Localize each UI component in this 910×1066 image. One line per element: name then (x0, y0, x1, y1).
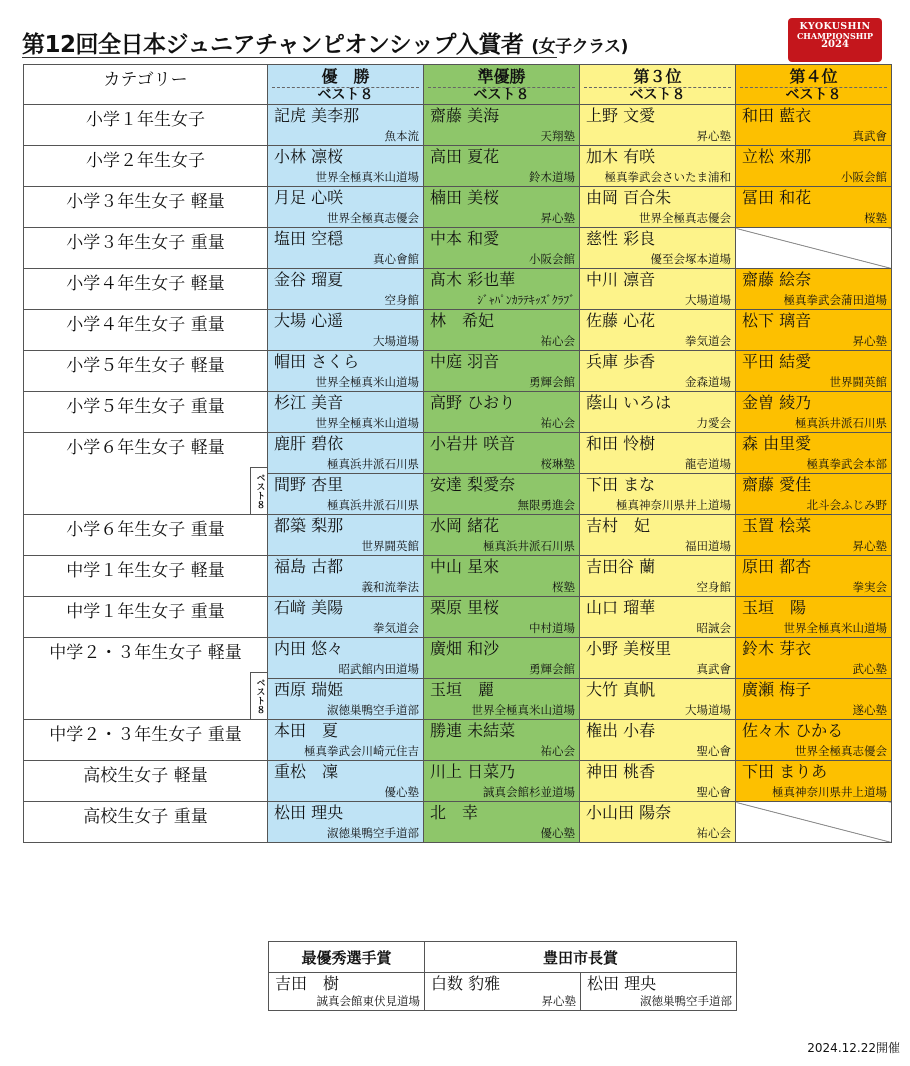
result-cell-fourth (736, 310, 892, 351)
result-cell-fourth (736, 351, 892, 392)
dojo-name: 淑徳巣鴨空手道部 (640, 994, 733, 1008)
dojo-name: 祐心会 (696, 826, 731, 840)
header-fourth-label: 第４位 (789, 67, 838, 86)
best8-cell-runner-up (424, 679, 580, 720)
dojo-name: 真心會館 (373, 252, 419, 266)
result-cell-runner-up (424, 515, 580, 556)
category-label: 中学２・３年生女子 軽量 (49, 643, 242, 663)
athlete-name: 塩田 空穏 (274, 229, 344, 248)
athlete-name: 下田 まりあ (742, 762, 828, 781)
championship-logo (788, 18, 882, 62)
result-cell-winner (268, 802, 424, 843)
athlete-name: 佐藤 心花 (586, 311, 656, 330)
logo-line-2: CHAMPIONSHIP (796, 30, 874, 41)
athlete-name: 平田 結愛 (742, 352, 812, 371)
athlete-name: 林 希妃 (430, 311, 495, 330)
table-row (24, 597, 892, 638)
category-cell (24, 105, 268, 146)
dojo-name: 小阪会館 (529, 252, 575, 266)
result-cell-third (580, 433, 736, 474)
athlete-name: 福島 古都 (274, 557, 344, 576)
athlete-name: 髙木 彩也華 (430, 270, 516, 289)
dojo-name: ｼﾞｬﾊﾟﾝｶﾗﾃｷｯｽﾞｸﾗﾌﾞ (477, 293, 575, 307)
athlete-name: 都築 梨那 (274, 516, 344, 535)
athlete-name: 上野 文愛 (586, 106, 656, 125)
athlete-name: 加木 有咲 (586, 147, 656, 166)
dojo-name: 世界全極真志優会 (639, 211, 731, 225)
category-label: 小学５年生女子 重量 (66, 397, 225, 417)
athlete-name: 記虎 美李那 (274, 106, 360, 125)
logo-line-3: 2024 (821, 39, 849, 51)
category-label: 小学５年生女子 軽量 (66, 356, 225, 376)
dojo-name: 武心塾 (852, 662, 887, 676)
dojo-name: 昭誠会 (696, 621, 731, 635)
result-cell-winner (268, 146, 424, 187)
result-cell-third (580, 802, 736, 843)
category-cell (24, 515, 268, 556)
dojo-name: 北斗会ふじみ野 (806, 498, 887, 512)
result-cell-third (580, 556, 736, 597)
athlete-name: 川上 日菜乃 (430, 762, 516, 781)
athlete-name: 小林 凛桜 (274, 147, 344, 166)
table-row (24, 310, 892, 351)
empty-cell (736, 228, 892, 269)
result-cell-third (580, 351, 736, 392)
header-best8-label: ベスト８ (584, 87, 731, 103)
athlete-name: 小野 美桜里 (586, 639, 672, 658)
athlete-name: 廣瀬 梅子 (742, 680, 812, 699)
athlete-name: 本田 夏 (274, 721, 339, 740)
dojo-name: 天翔塾 (540, 129, 575, 143)
dojo-name: 昇心塾 (852, 334, 887, 348)
category-cell (24, 597, 268, 638)
dojo-name: 拳気道会 (373, 621, 419, 635)
dojo-name: 昇心塾 (852, 539, 887, 553)
category-cell (24, 392, 268, 433)
result-cell-runner-up (424, 720, 580, 761)
table-row (24, 556, 892, 597)
dojo-name: 極真拳武会本部 (806, 457, 887, 471)
dojo-name: 龍壱道場 (685, 457, 731, 471)
table-row (24, 638, 892, 679)
athlete-name: 齋藤 絵奈 (742, 270, 812, 289)
header-winner-label: 優 勝 (321, 67, 370, 86)
category-cell (24, 351, 268, 392)
table-row (24, 515, 892, 556)
result-cell-fourth (736, 187, 892, 228)
dojo-name: 極真拳武会蒲田道場 (783, 293, 887, 307)
dojo-name: 魚本流 (384, 129, 419, 143)
result-cell-fourth (736, 433, 892, 474)
dojo-name: 大場道場 (685, 293, 731, 307)
result-cell-runner-up (424, 638, 580, 679)
header-runner-up (424, 65, 580, 105)
best8-cell-winner (268, 474, 424, 515)
dojo-name: 昇心塾 (540, 211, 575, 225)
category-cell (24, 638, 268, 720)
athlete-name: 和田 藍衣 (742, 106, 812, 125)
result-cell-runner-up (424, 310, 580, 351)
result-cell-winner (268, 228, 424, 269)
dojo-name: 優至会塚本道場 (650, 252, 731, 266)
dojo-name: 極真浜井派石川県 (327, 457, 419, 471)
result-cell-third (580, 515, 736, 556)
dojo-name: 金森道場 (685, 375, 731, 389)
result-cell-fourth (736, 269, 892, 310)
result-cell-third (580, 392, 736, 433)
table-row (24, 269, 892, 310)
result-cell-runner-up (424, 146, 580, 187)
dojo-name: 優心塾 (540, 826, 575, 840)
title-text: 第12回全日本ジュニアチャンピオンシップ入賞者 (22, 32, 524, 58)
dojo-name: 桜塾 (552, 580, 575, 594)
athlete-name: 金谷 瑠夏 (274, 270, 344, 289)
result-cell-fourth (736, 146, 892, 187)
result-cell-runner-up (424, 105, 580, 146)
dojo-name: 桜琳塾 (540, 457, 575, 471)
result-cell-third (580, 638, 736, 679)
dojo-name: 中村道場 (529, 621, 575, 635)
category-cell (24, 187, 268, 228)
result-cell-runner-up (424, 228, 580, 269)
dojo-name: 聖心會 (696, 744, 731, 758)
dojo-name: 空身館 (696, 580, 731, 594)
category-label: 小学６年生女子 重量 (66, 520, 225, 540)
table-row (24, 433, 892, 474)
athlete-name: 内田 悠々 (274, 639, 344, 658)
mayor-award-entry-1 (425, 973, 581, 1011)
athlete-name: 佐々木 ひかる (742, 721, 844, 740)
dojo-name: 大場道場 (685, 703, 731, 717)
athlete-name: 冨田 和花 (742, 188, 812, 207)
category-cell (24, 433, 268, 515)
athlete-name: 玉垣 麗 (430, 680, 495, 699)
athlete-name: 小山田 陽奈 (586, 803, 672, 822)
dojo-name: 無限勇進会 (517, 498, 575, 512)
result-cell-runner-up (424, 351, 580, 392)
athlete-name: 吉村 妃 (586, 516, 651, 535)
athlete-name: 権出 小春 (586, 721, 656, 740)
category-cell (24, 146, 268, 187)
results-body (24, 65, 892, 843)
athlete-name: 白数 豹雅 (431, 974, 501, 993)
table-row (24, 761, 892, 802)
dojo-name: 勇輝会館 (529, 662, 575, 676)
result-cell-winner (268, 187, 424, 228)
result-cell-winner (268, 638, 424, 679)
athlete-name: 原田 都杏 (742, 557, 812, 576)
athlete-name: 間野 杏里 (274, 475, 344, 494)
result-cell-fourth (736, 761, 892, 802)
dojo-name: 淑徳巣鴨空手道部 (327, 703, 419, 717)
result-cell-runner-up (424, 597, 580, 638)
athlete-name: 中庭 羽音 (430, 352, 500, 371)
dojo-name: 祐心会 (540, 416, 575, 430)
result-cell-winner (268, 515, 424, 556)
athlete-name: 安達 梨愛奈 (430, 475, 516, 494)
dojo-name: 世界全極真米山道場 (315, 416, 419, 430)
athlete-name: 鈴木 芽衣 (742, 639, 812, 658)
dojo-name: 極真浜井派石川県 (483, 539, 575, 553)
athlete-name: 蔭山 いろは (586, 393, 672, 412)
result-cell-fourth (736, 515, 892, 556)
dojo-name: 聖心會 (696, 785, 731, 799)
best8-side-label: ベスト８ (250, 467, 267, 514)
result-cell-runner-up (424, 392, 580, 433)
category-cell (24, 269, 268, 310)
dojo-name: 義和流拳法 (361, 580, 419, 594)
mvp-award-entry (269, 973, 425, 1011)
dojo-name: 昇心塾 (696, 129, 731, 143)
header-best8-label: ベスト８ (272, 87, 419, 103)
athlete-name: 吉田谷 蘭 (586, 557, 656, 576)
event-date: 2024.12.22開催 (807, 1041, 900, 1055)
table-row (24, 720, 892, 761)
category-label: 小学４年生女子 軽量 (66, 274, 225, 294)
category-label: 小学３年生女子 軽量 (66, 192, 225, 212)
result-cell-winner (268, 761, 424, 802)
dojo-name: 極真神奈川県井上道場 (772, 785, 887, 799)
table-header-row (24, 65, 892, 105)
athlete-name: 楠田 美桜 (430, 188, 500, 207)
result-cell-fourth (736, 105, 892, 146)
athlete-name: 松下 璃音 (742, 311, 812, 330)
athlete-name: 廣畑 和沙 (430, 639, 500, 658)
dojo-name: 昭武館内田道場 (338, 662, 419, 676)
athlete-name: 齋藤 美海 (430, 106, 500, 125)
result-cell-third (580, 720, 736, 761)
athlete-name: 栗原 里桜 (430, 598, 500, 617)
athlete-name: 松田 理央 (587, 974, 657, 993)
table-row (24, 105, 892, 146)
result-cell-fourth (736, 720, 892, 761)
dojo-name: 世界全極真志優会 (327, 211, 419, 225)
result-cell-runner-up (424, 802, 580, 843)
result-cell-runner-up (424, 269, 580, 310)
result-cell-runner-up (424, 556, 580, 597)
dojo-name: 鈴木道場 (529, 170, 575, 184)
dojo-name: 極真浜井派石川県 (327, 498, 419, 512)
table-row (24, 392, 892, 433)
best8-cell-fourth (736, 474, 892, 515)
result-cell-winner (268, 392, 424, 433)
result-cell-third (580, 761, 736, 802)
result-cell-runner-up (424, 761, 580, 802)
table-row (24, 187, 892, 228)
page-title (22, 26, 628, 59)
result-cell-runner-up (424, 187, 580, 228)
athlete-name: 高野 ひおり (430, 393, 516, 412)
category-label: 高校生女子 重量 (83, 807, 208, 827)
athlete-name: 松田 理央 (274, 803, 344, 822)
athlete-name: 帽田 さくら (274, 352, 360, 371)
athlete-name: 玉垣 陽 (742, 598, 807, 617)
dojo-name: 世界闘英館 (829, 375, 887, 389)
mayor-award-header: 豊田市長賞 (425, 942, 737, 973)
best8-cell-third (580, 679, 736, 720)
header-best8-label: ベスト８ (428, 87, 575, 103)
athlete-name: 下田 まな (586, 475, 656, 494)
dojo-name: 真武會 (852, 129, 887, 143)
result-cell-third (580, 146, 736, 187)
header-third (580, 65, 736, 105)
athlete-name: 中山 星來 (430, 557, 500, 576)
title-underline (22, 57, 557, 58)
athlete-name: 鹿肝 碧依 (274, 434, 344, 453)
logo-line-1: KYOKUSHIN (799, 21, 871, 32)
dojo-name: 世界全極真志優会 (795, 744, 887, 758)
result-cell-winner (268, 105, 424, 146)
athlete-name: 森 由里愛 (742, 434, 812, 453)
result-cell-winner (268, 720, 424, 761)
athlete-name: 兵庫 歩香 (586, 352, 656, 371)
dojo-name: 昇心塾 (541, 994, 576, 1008)
results-table (23, 64, 892, 843)
dojo-name: 福田道場 (685, 539, 731, 553)
header-best8-label: ベスト８ (740, 87, 887, 103)
athlete-name: 西原 瑞姫 (274, 680, 344, 699)
athlete-name: 吉田 樹 (275, 974, 340, 993)
category-label: 高校生女子 軽量 (83, 766, 208, 786)
result-cell-winner (268, 269, 424, 310)
best8-cell-runner-up (424, 474, 580, 515)
header-winner (268, 65, 424, 105)
dojo-name: 拳実会 (852, 580, 887, 594)
result-cell-third (580, 187, 736, 228)
dojo-name: 桜塾 (864, 211, 887, 225)
athlete-name: 齋藤 愛佳 (742, 475, 812, 494)
result-cell-runner-up (424, 433, 580, 474)
dojo-name: 誠真会館東伏見道場 (316, 994, 420, 1008)
result-cell-third (580, 228, 736, 269)
result-cell-fourth (736, 392, 892, 433)
dojo-name: 拳気道会 (685, 334, 731, 348)
empty-cell (736, 802, 892, 843)
category-cell (24, 802, 268, 843)
dojo-name: 世界全極真米山道場 (315, 170, 419, 184)
dojo-name: 遂心塾 (852, 703, 887, 717)
dojo-name: 祐心会 (540, 334, 575, 348)
dojo-name: 極真拳武会さいたま浦和 (604, 170, 731, 184)
athlete-name: 和田 怜樹 (586, 434, 656, 453)
athlete-name: 水岡 緒花 (430, 516, 500, 535)
dojo-name: 世界全極真米山道場 (783, 621, 887, 635)
category-label: 小学４年生女子 重量 (66, 315, 225, 335)
dojo-name: 世界全極真米山道場 (471, 703, 575, 717)
athlete-name: 大場 心遥 (274, 311, 344, 330)
best8-side-label: ベスト８ (250, 672, 267, 719)
dojo-name: 誠真会館杉並道場 (483, 785, 575, 799)
best8-cell-third (580, 474, 736, 515)
table-row (24, 228, 892, 269)
header-fourth (736, 65, 892, 105)
athlete-name: 杉江 美音 (274, 393, 344, 412)
header-category: カテゴリー (24, 65, 268, 105)
athlete-name: 中本 和愛 (430, 229, 500, 248)
header-runner-up-label: 準優勝 (477, 67, 526, 86)
category-cell (24, 761, 268, 802)
title-subtitle: (女子クラス) (531, 37, 628, 57)
dojo-name: 大場道場 (373, 334, 419, 348)
table-row (24, 802, 892, 843)
header-third-label: 第３位 (633, 67, 682, 86)
athlete-name: 由岡 百合朱 (586, 188, 672, 207)
category-label: 中学２・３年生女子 重量 (49, 725, 242, 745)
athlete-name: 山口 瑠華 (586, 598, 656, 617)
category-cell (24, 228, 268, 269)
result-cell-third (580, 105, 736, 146)
athlete-name: 小岩井 咲音 (430, 434, 516, 453)
athlete-name: 重松 凜 (274, 762, 339, 781)
athlete-name: 石﨑 美陽 (274, 598, 344, 617)
result-cell-third (580, 269, 736, 310)
dojo-name: 力愛会 (696, 416, 731, 430)
athlete-name: 大竹 真帆 (586, 680, 656, 699)
athlete-name: 月足 心咲 (274, 188, 344, 207)
athlete-name: 立松 來那 (742, 147, 812, 166)
athlete-name: 北 幸 (430, 803, 479, 822)
dojo-name: 空身館 (384, 293, 419, 307)
dojo-name: 真武會 (696, 662, 731, 676)
dojo-name: 極真浜井派石川県 (795, 416, 887, 430)
athlete-name: 中川 凛音 (586, 270, 656, 289)
athlete-name: 慈性 彩良 (586, 229, 656, 248)
result-cell-third (580, 597, 736, 638)
dojo-name: 祐心会 (540, 744, 575, 758)
dojo-name: 小阪会館 (841, 170, 887, 184)
athlete-name: 神田 桃香 (586, 762, 656, 781)
athlete-name: 玉置 桧菜 (742, 516, 812, 535)
category-cell (24, 720, 268, 761)
special-awards-table (268, 941, 737, 1011)
result-cell-winner (268, 556, 424, 597)
table-row (24, 146, 892, 187)
athlete-name: 高田 夏花 (430, 147, 500, 166)
result-cell-fourth (736, 638, 892, 679)
category-label: 中学１年生女子 軽量 (66, 561, 225, 581)
result-cell-winner (268, 433, 424, 474)
mvp-award-header: 最優秀選手賞 (269, 942, 425, 973)
category-label: 中学１年生女子 重量 (66, 602, 225, 622)
result-cell-winner (268, 351, 424, 392)
dojo-name: 勇輝会館 (529, 375, 575, 389)
category-label: 小学２年生女子 (86, 151, 205, 171)
dojo-name: 淑徳巣鴨空手道部 (327, 826, 419, 840)
result-cell-winner (268, 597, 424, 638)
dojo-name: 優心塾 (384, 785, 419, 799)
category-cell (24, 556, 268, 597)
dojo-name: 世界全極真米山道場 (315, 375, 419, 389)
category-label: 小学６年生女子 軽量 (66, 438, 225, 458)
athlete-name: 勝連 未結菜 (430, 721, 516, 740)
dojo-name: 世界闘英館 (361, 539, 419, 553)
mayor-award-entry-2 (581, 973, 737, 1011)
category-label: 小学３年生女子 重量 (66, 233, 225, 253)
table-row (24, 351, 892, 392)
athlete-name: 金曽 綾乃 (742, 393, 812, 412)
best8-cell-fourth (736, 679, 892, 720)
best8-cell-winner (268, 679, 424, 720)
category-label: 小学１年生女子 (86, 110, 205, 130)
dojo-name: 極真神奈川県井上道場 (616, 498, 731, 512)
result-cell-winner (268, 310, 424, 351)
result-cell-fourth (736, 556, 892, 597)
result-cell-fourth (736, 597, 892, 638)
dojo-name: 極真拳武会川崎元住吉 (304, 744, 419, 758)
category-cell (24, 310, 268, 351)
result-cell-third (580, 310, 736, 351)
